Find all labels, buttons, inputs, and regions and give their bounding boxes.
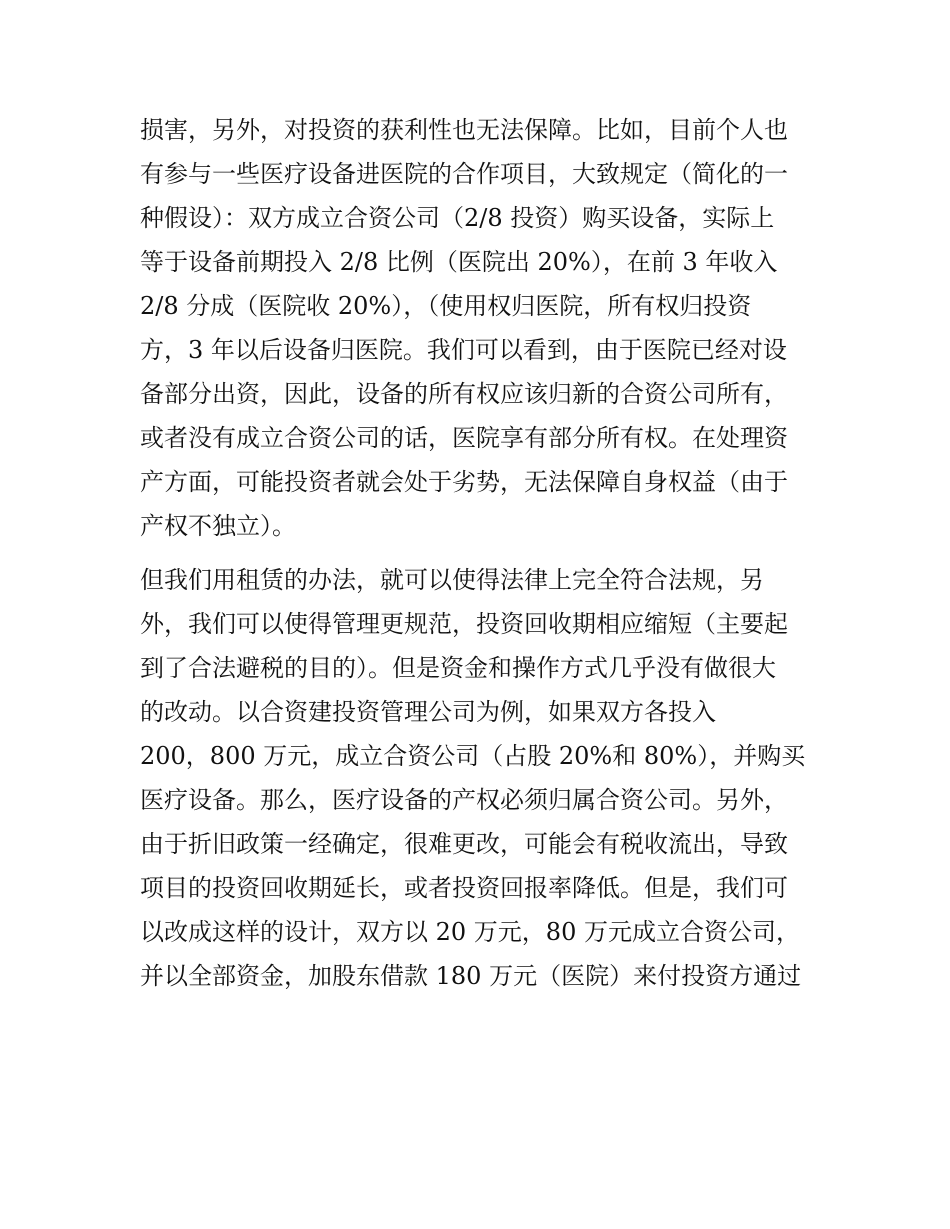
text-line: 但我们用租赁的办法，就可以使得法律上完全符合法规，另: [140, 566, 764, 594]
text-line: 项目的投资回收期延长，或者投资回报率降低。但是，我们可: [140, 874, 788, 902]
text-line: 方，3 年以后设备归医院。我们可以看到，由于医院已经对设: [140, 336, 787, 364]
text-line: 由于折旧政策一经确定，很难更改，可能会有税收流出，导致: [140, 830, 788, 858]
paragraph-1: [140, 108, 820, 548]
text-line: 种假设）：双方成立合资公司（2/8 投资）购买设备，实际上: [140, 204, 775, 232]
text-line: 备部分出资，因此，设备的所有权应该归新的合资公司所有，: [140, 380, 788, 408]
text-line: 有参与一些医疗设备进医院的合作项目，大致规定（简化的一: [140, 160, 788, 188]
text-line: 并以全部资金，加股东借款 180 万元（医院）来付投资方通过: [140, 962, 802, 990]
text-line: 以改成这样的设计，双方以 20 万元，80 万元成立合资公司，: [140, 918, 800, 946]
text-line: 医疗设备。那么，医疗设备的产权必须归属合资公司。另外，: [140, 786, 788, 814]
text-line: 的改动。以合资建投资管理公司为例，如果双方各投入: [140, 698, 716, 726]
text-line: 等于设备前期投入 2/8 比例（医院出 20%），在前 3 年收入: [140, 248, 778, 276]
text-line: 产权不独立）。: [140, 512, 296, 540]
text-line: 200，800 万元，成立合资公司（占股 20%和 80%），并购买: [140, 742, 806, 770]
text-line: 损害，另外，对投资的获利性也无法保障。比如，目前个人也: [140, 116, 788, 144]
paragraph-2: [140, 558, 820, 998]
text-line: 产方面，可能投资者就会处于劣势，无法保障自身权益（由于: [140, 468, 788, 496]
text-line: 外，我们可以使得管理更规范，投资回收期相应缩短（主要起: [140, 610, 788, 638]
text-line: 到了合法避税的目的）。但是资金和操作方式几乎没有做很大: [140, 654, 776, 682]
text-line: 2/8 分成（医院收 20%），（使用权归医院，所有权归投资: [140, 292, 752, 320]
text-line: 或者没有成立合资公司的话，医院享有部分所有权。在处理资: [140, 424, 788, 452]
document-body: [140, 108, 820, 998]
